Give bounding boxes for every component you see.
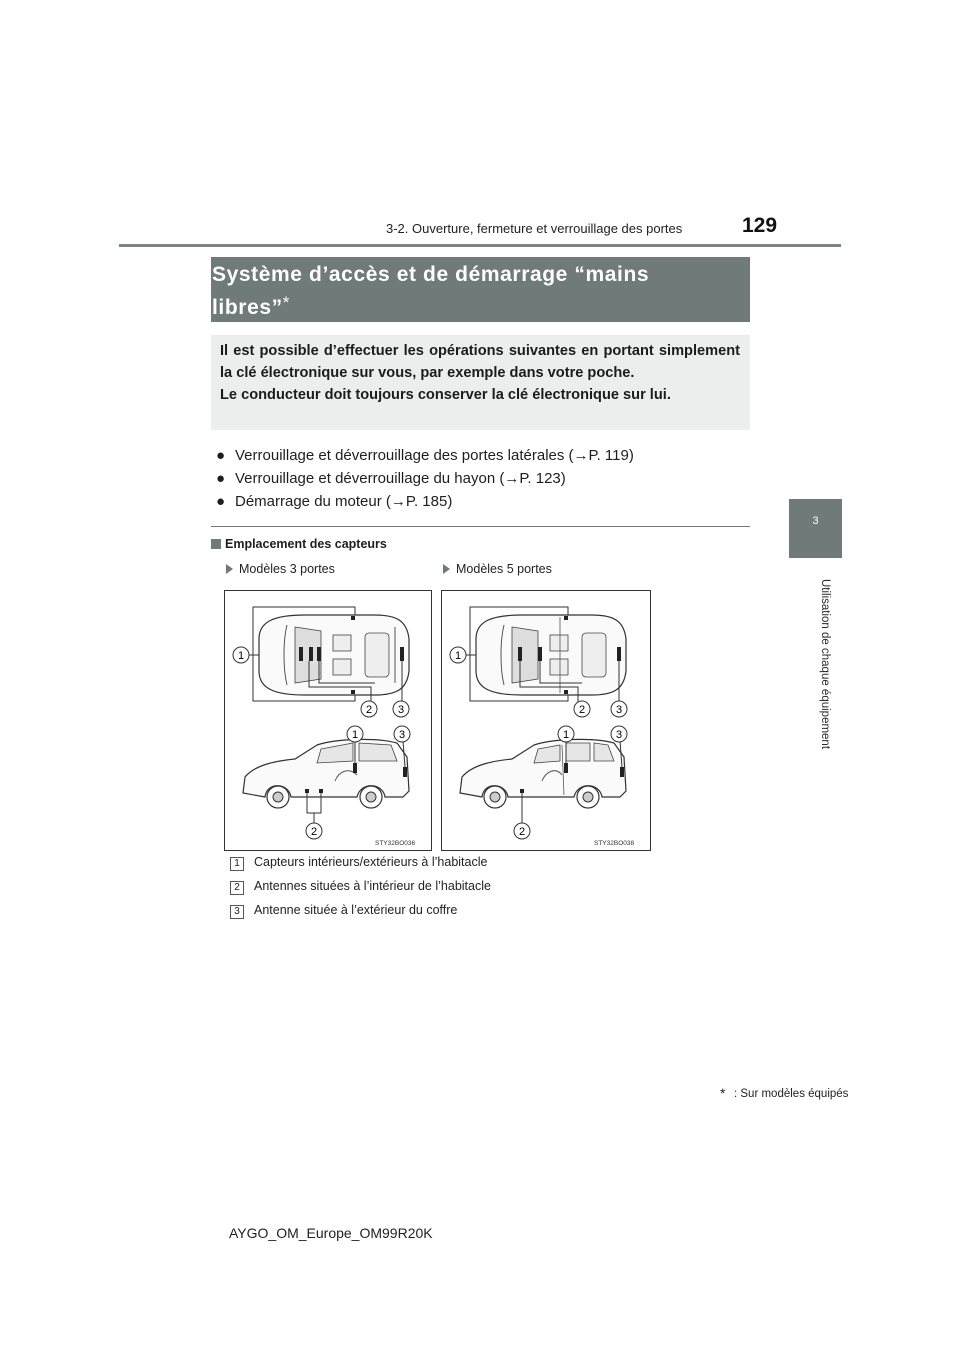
car-sensor-illustration xyxy=(442,591,650,850)
intro-line-2: Le conducteur doit toujours conserver la clé électronique sur lui. xyxy=(220,387,671,403)
bullet-text: Verrouillage et déverrouillage du hayon (→P. 123) xyxy=(235,470,566,487)
diagram-code: STY32BO038 xyxy=(594,840,635,847)
bullet-dot-icon: ● xyxy=(216,447,226,464)
chapter-title: Utilisation de chaque équipement xyxy=(819,578,831,750)
model-label-text: Modèles 5 portes xyxy=(456,562,552,576)
section-heading xyxy=(211,537,387,551)
page-title-text: Système d’accès et de démarrage “mains libres” xyxy=(212,263,650,319)
model-label-text: Modèles 3 portes xyxy=(239,562,335,576)
square-bullet-icon xyxy=(211,539,221,549)
intro-line-1: Il est possible d’effectuer les opérations suivantes en portant simplement la clé électronique sur vous, par exemple dans votre poche. xyxy=(220,343,740,381)
diagram-code: STY32BO036 xyxy=(375,840,416,847)
footnote-asterisk: * xyxy=(720,1085,726,1101)
legend-number: 2 xyxy=(230,881,244,895)
callout-1: 1 xyxy=(351,729,359,741)
bullet-item xyxy=(216,447,634,464)
intro-text xyxy=(220,340,740,406)
callout-3: 3 xyxy=(615,729,623,741)
footnote: : Sur modèles équipés xyxy=(734,1088,849,1100)
legend-text: Antenne située à l’extérieur du coffre xyxy=(254,903,458,917)
chapter-tab xyxy=(789,499,842,558)
title-asterisk: * xyxy=(282,293,290,312)
callout-1: 1 xyxy=(562,729,570,741)
callout-2: 2 xyxy=(518,826,526,838)
section-rule xyxy=(211,526,750,527)
page-title xyxy=(212,261,732,322)
callout-2: 2 xyxy=(578,704,586,716)
callout-2: 2 xyxy=(310,826,318,838)
model-label-3-doors xyxy=(226,562,335,576)
legend-text: Antennes situées à l’intérieur de l’habitacle xyxy=(254,879,491,893)
section-heading-text: Emplacement des capteurs xyxy=(225,537,387,551)
legend-number: 3 xyxy=(230,905,244,919)
car-sensor-illustration xyxy=(225,591,431,850)
callout-1: 1 xyxy=(454,650,462,662)
bullet-text: Verrouillage et déverrouillage des portes latérales (→P. 119) xyxy=(235,447,634,464)
sensor-diagram-5-doors xyxy=(441,590,651,851)
callout-1: 1 xyxy=(237,650,245,662)
legend-item-3 xyxy=(230,903,457,919)
triangle-bullet-icon xyxy=(443,564,450,574)
bullet-text: Démarrage du moteur (→P. 185) xyxy=(235,493,453,510)
chapter-title-vertical xyxy=(815,566,835,762)
sensor-diagram-3-doors xyxy=(224,590,432,851)
legend-item-1 xyxy=(230,855,487,871)
legend-item-2 xyxy=(230,879,491,895)
legend-text: Capteurs intérieurs/extérieurs à l’habitacle xyxy=(254,855,488,869)
callout-3: 3 xyxy=(397,704,405,716)
callout-2: 2 xyxy=(365,704,373,716)
bullet-item xyxy=(216,493,452,510)
legend-number: 1 xyxy=(230,857,244,871)
bullet-dot-icon: ● xyxy=(216,493,226,510)
header-rule xyxy=(119,244,841,247)
bullet-item xyxy=(216,470,566,487)
callout-3: 3 xyxy=(615,704,623,716)
chapter-number: 3 xyxy=(812,515,819,527)
model-label-5-doors xyxy=(443,562,552,576)
bullet-dot-icon: ● xyxy=(216,470,226,487)
running-header: 3-2. Ouverture, fermeture et verrouillage des portes xyxy=(386,221,683,236)
footer-document-code: AYGO_OM_Europe_OM99R20K xyxy=(229,1225,433,1241)
triangle-bullet-icon xyxy=(226,564,233,574)
callout-3: 3 xyxy=(398,729,406,741)
page-number: 129 xyxy=(742,214,778,237)
